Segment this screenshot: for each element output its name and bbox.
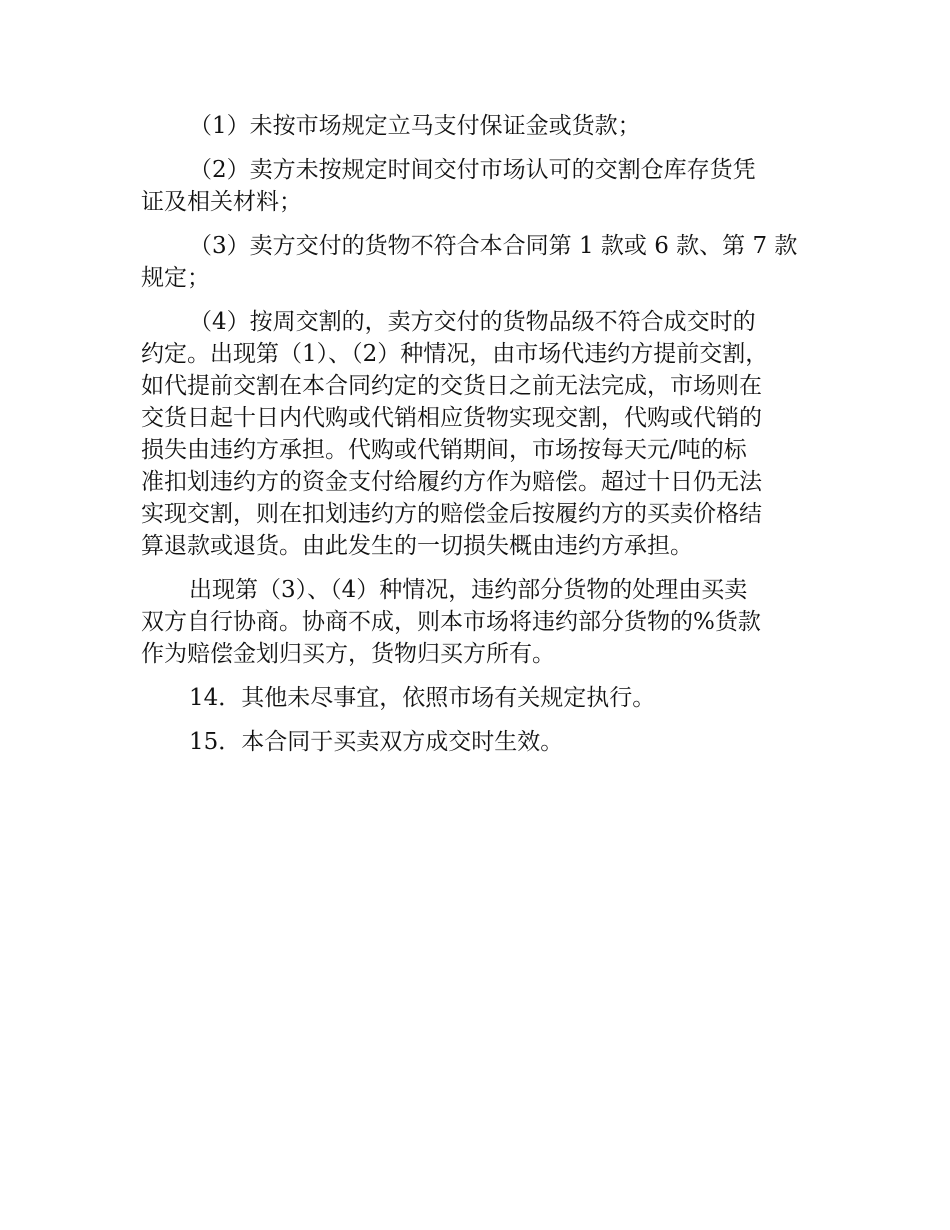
paragraph-line: 约定。出现第（1）、（2）种情况，由市场代违约方提前交割， [141,341,769,367]
paragraph-clause-3 [141,230,821,294]
paragraph-line: （2）卖方未按规定时间交付市场认可的交割仓库存货凭 [189,157,756,183]
paragraph-line: 损失由违约方承担。代购或代销期间，市场按每天元/吨的标 [141,437,747,463]
document-body [141,110,821,770]
paragraph-line: 14．其他未尽事宜，依照市场有关规定执行。 [189,685,656,711]
paragraph-article-14 [141,682,821,714]
paragraph-clause-4 [141,306,821,562]
paragraph-line: 交货日起十日内代购或代销相应货物实现交割，代购或代销的 [141,405,762,431]
paragraph-breach-handling [141,574,821,670]
paragraph-line: 证及相关材料； [141,189,302,215]
paragraph-line: （4）按周交割的，卖方交付的货物品级不符合成交时的 [189,309,756,335]
paragraph-line: 实现交割，则在扣划违约方的赔偿金后按履约方的买卖价格结 [141,501,762,527]
paragraph-line: 双方自行协商。协商不成，则本市场将违约部分货物的%货款 [141,609,761,635]
paragraph-line: 准扣划违约方的资金支付给履约方作为赔偿。超过十日仍无法 [141,469,762,495]
paragraph-line: 如代提前交割在本合同约定的交货日之前无法完成，市场则在 [141,373,762,399]
paragraph-line: （1）未按市场规定立马支付保证金或货款； [189,113,641,139]
paragraph-clause-1 [141,110,821,142]
paragraph-line: （3）卖方交付的货物不符合本合同第 1 款或 6 款、第 7 款 [189,233,798,259]
paragraph-clause-2 [141,154,821,218]
paragraph-line: 出现第（3）、（4）种情况，违约部分货物的处理由买卖 [189,577,748,603]
paragraph-line: 规定； [141,265,210,291]
paragraph-article-15 [141,726,821,758]
paragraph-line: 作为赔偿金划归买方，货物归买方所有。 [141,641,555,667]
paragraph-line: 15．本合同于买卖双方成交时生效。 [189,729,564,755]
paragraph-line: 算退款或退货。由此发生的一切损失概由违约方承担。 [141,533,693,559]
